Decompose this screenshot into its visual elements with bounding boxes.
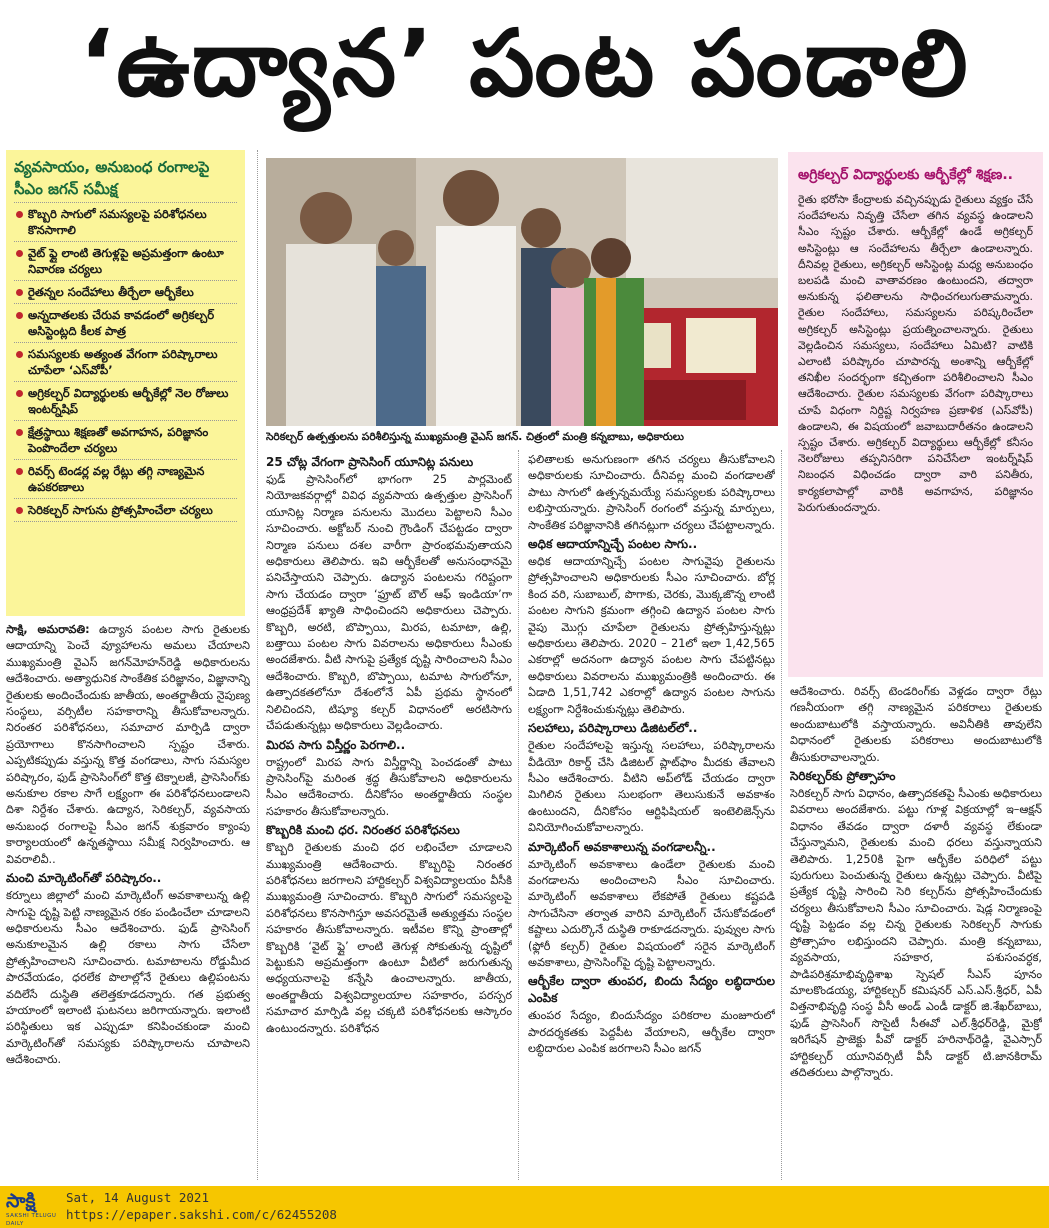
summary-item: వైట్‌ ఫ్లై లాంటి తెగుళ్లపై అప్రమత్తంగా ఉంటూ నివారణ చర్యలు — [14, 242, 237, 281]
summary-item: అగ్రికల్చర్‌ విద్యార్థులకు ఆర్బీకేల్లో నెల రోజులు ఇంటర్న్‌షిప్‌ — [14, 382, 237, 421]
subheading: అధిక ఆదాయాన్నిచ్చే పంటల సాగు.. — [528, 537, 698, 552]
paragraph: కొబ్బరి రైతులకు మంచి ధర లభించేలా చూడాలని ముఖ్యమంత్రి ఆదేశించారు. కొబ్బరిపై నిరంతర పరిశోధనలు జరగాలని హార్టికల్చర్‌ విశ్వవిద్యాలయం వీసీకి ముఖ్యమంత్రి సూచించారు. కొబ్బరి సాగులో సమస్యలపై పరిశోధనలు కొనసాగిస్తూ అవసరమైతే అత్యుత్తమ సంస్థల సహకారం తీసుకోవాలన్నారు. ఇటీవల కొన్ని ప్రాంతాల్లో కొబ్బరికి ‘వైట్‌ ఫ్లై’ లాంటి తెగుళ్ల సోకుతున్న దృష్టిలో పెట్టుకుని అప్రమత్తంగా ఉంటూ వీటిలో జరుగుతున్న అధ్యయనాలపై కన్నేసి ఉంచాలన్నారు. జాతీయ, అంతర్జాతీయ విశ్వవిద్యాలయాల సహకారం, పరస్పర సమాచార మార్పిడి వల్ల చక్కటి పరిశోధనలకు ఆస్కారం ఉంటుందన్నారు. పరిశోధన — [266, 841, 512, 1035]
photo-caption: సెరికల్చర్‌ ఉత్పత్తులను పరిశీలిస్తున్న ముఖ్యమంత్రి వైఎస్‌ జగన్‌. చిత్రంలో మంత్రి కన్నబాబు, అధికారులు — [266, 431, 684, 443]
news-photo — [266, 158, 778, 426]
column-divider — [781, 450, 782, 1180]
paragraph: రాష్ట్రంలో మిరప సాగు విస్తీర్ణాన్ని పెంచడంతో పాటు ప్రాసెసింగ్‌పై మరింత శ్రద్ధ తీసుకోవాలని అధికారులను సీఎం ఆదేశించారు. దీనికోసం అంతర్జాతీయ సంస్థల సహకారం తీసుకోవాలన్నారు. — [266, 755, 512, 818]
paragraph: మార్కెటింగ్‌ అవకాశాలు ఉండేలా రైతులకు మంచి వంగడాలను అందించాలని సీఎం సూచించారు. మార్కెటింగ్‌ అవకాశాలు లేకపోతే రైతులు కష్టపడి సాగుచేసినా తర్వాత వారిని మార్కెటింగ్‌ చేసుకోవడంలో కష్టాలు ఎదుర్కొనే దుస్థితి రాకూడదన్నారు. పువ్వుల సాగు (ఫ్లోరీ కల్చర్‌) రైతుల విషయంలో సరైన మార్కెటింగ్‌ అవకాశాలు, ప్రాసెసింగ్‌పై దృష్టి పెట్టాలన్నారు. — [528, 857, 775, 969]
article-column-2 — [266, 452, 512, 1182]
summary-item: సమస్యలకు అత్యంత వేగంగా పరిష్కారాలు చూపేలా ‘ఎస్‌వోపీ’ — [14, 343, 237, 382]
sidebar-box-text: రైతు భరోసా కేంద్రాలకు వచ్చినప్పుడు రైతులు వ్యక్తం చేసే సందేహాలను నివృత్తి చేసేలా తగిన వ్యవస్థ ఉండాలని సీఎం స్పష్టం చేశారు. ఆర్బీకేల్లో ఉండే అగ్రికల్చర్‌ అసిస్టెంట్లు ఆ సందేహాలను తీర్చేలా ఉండాలన్నారు. దీనివల్ల రైతులు, అగ్రికల్చర్‌ అసిస్టెంట్ల మధ్య అనుబంధం బలపడి మంచి వాతావరణం ఉంటుందని, తద్వారా అనుకున్న ఫలితాలను సాధించగలుగుతామన్నారు. రైతుల సందేహాలు, సమస్యలను పరిష్కరించేలా అగ్రికల్చర్‌ అసిస్టెంట్లు ప్రయత్నించాలన్నారు. రైతులు వెల్లడించిన సమస్యలు, సందేహాలు ఏమిటి? వాటికి ఎలాంటి పరిష్కారం చూపారన్న అంశాన్ని ఆర్బీకేల్లో తనిఖీల సందర్భంగా కచ్చితంగా పరిశీలించాలని సీఎం ఆదేశించారు. రైతుల సమస్యలకు వేగంగా పరిష్కారాలు చూపే విధంగా నిర్దిష్ట నిర్వహణ ప్రణాళిక (ఎస్‌వోపీ) ఉండాలని, ఈ విషయంలో జవాబుదారీతనం ఉండాలని స్పష్టం చేశారు. అగ్రికల్చర్‌ విద్యార్థులు ఆర్బీకేల్లో కనీసం నెలరోజులు తప్పనిసరిగా పనిచేసేలా ఇంటర్న్‌షిప్‌ నిబంధన విధించడం ద్వారా వారి పనితీరు, కార్యకలాపాల్లో వారికి అవగాహన, పరిజ్ఞానం పెరుగుతుందన్నారు. — [798, 193, 1033, 514]
subheading: కొబ్బరికి మంచి ధర. నిరంతర పరిశోధనలు — [266, 823, 460, 838]
paragraph: తుంపర సేద్యం, బిందుసేద్యం పరికరాల మంజూరులో పారదర్శకతకు పెద్దపీట వేయాలని, ఆర్బీకేల ద్వారా లబ్ధిదారుల ఎంపిక జరగాలని సీఎం జగన్‌ — [528, 1009, 775, 1056]
summary-item: క్షేత్రస్థాయి శిక్షణతో అవగాహన, పరిజ్ఞానం పెంపొందేలా చర్యలు — [14, 421, 237, 460]
paragraph: ఫలితాలకు అనుగుణంగా తగిన చర్యలు తీసుకోవాలని అధికారులకు సూచించారు. దీనివల్ల మంచి వంగడాలతో పాటు సాగులో ఉత్పన్నమయ్యే సమస్యలకు పరిష్కారాలు లభిస్తాయన్నారు. ప్రాసెసింగ్‌ రంగంలో వస్తున్న మార్పులు, సాంకేతిక పరిజ్ఞానానికి తగినట్లుగా చర్యలు చేపట్టాలన్నారు. — [528, 453, 775, 532]
article-column-1 — [6, 622, 250, 1182]
subheading: 25 చోట్ల వేగంగా ప్రాసెసింగ్‌ యూనిట్ల పనులు — [266, 455, 474, 469]
footer-bar — [0, 1186, 1049, 1228]
summary-item: కొబ్బరి సాగులో సమస్యలపై పరిశోధనలు కొనసాగాలి — [14, 203, 237, 242]
photo-illustration — [266, 158, 778, 426]
summary-item: సెరికల్చర్‌ సాగును ప్రోత్సహించేలా చర్యలు — [14, 499, 237, 522]
sidebar-box-title: అగ్రికల్చర్‌ విద్యార్థులకు ఆర్బీకేల్లో శిక్షణ.. — [798, 167, 1014, 183]
subheading: ఆర్బీకేల ద్వారా తుంపర, బిందు సేద్యం లబ్ధిదారుల ఎంపిక — [528, 974, 775, 1006]
summary-item: రివర్స్‌ టెండర్ల వల్ల రేట్లు తగ్గి నాణ్యమైన ఉపకరణాలు — [14, 460, 237, 499]
logo-text: సాక్షి — [6, 1190, 36, 1212]
paragraph: ఆదేశించారు. రివర్స్‌ టెండరింగ్‌కు వెళ్లడం ద్వారా రేట్లు గణనీయంగా తగ్గి నాణ్యమైన పరికరాలు రైతులకు అందుబాటులోకి వస్తాయన్నారు. అవినీతికి తావులేని విధానంలో రైతులకు పరికరాలు అందుబాటులోకి తీసుకురావాలన్నారు. — [790, 685, 1042, 764]
subheading: మంచి మార్కెటింగ్‌తో పరిష్కారం.. — [6, 871, 162, 886]
subheading: సలహాలు, పరిష్కారాలు డిజిటల్‌లో.. — [528, 721, 698, 736]
paragraph: కర్నూలు జిల్లాలో మంచి మార్కెటింగ్‌ అవకాశాలున్న ఉల్లి సాగుపై దృష్టి పెట్టి నాణ్యమైన రకం పండించేలా చూడాలని అధికారులను సీఎం ఆదేశించారు. ఫుడ్‌ ప్రాసెసింగ్‌ అనుకూలమైన ఉల్లి రకాలు సాగు చేసేలా ప్రోత్సహించాలని సూచించారు. టమాటాలను రోడ్డుమీద పారవేయడం, ధరలేక పొలాల్లోనే రైతులు ఉల్లిపంటను వదిలేసే దుస్థితి తలెత్తకూడదన్నారు. గత ప్రభుత్వ హయాంలో ఇలాంటి ఘటనలు జరిగాయన్నారు. ఇలాంటి పరిస్థితులు ఇక ఎప్పుడూ కనిపించకుండా మంచి మార్కెటింగ్‌తో సమస్యకు పరిష్కారాలను చూపాలని ఆదేశించారు. — [6, 889, 250, 1067]
paragraph: అధిక ఆదాయాన్నిచ్చే పంటల సాగువైపు రైతులను ప్రోత్సహించాలని అధికారులకు సీఎం సూచించారు. బోర్ల కింద వరి, సుబాబుల్‌, పొగాకు, చెరకు, మొక్కజొన్న లాంటి పంటల సాగుని క్రమంగా తగ్గించి ఉద్యాన పంటల సాగు వైపు మొగ్గు చూపేలా రైతులను ప్రోత్సహిస్తున్నట్లు అధికారులు తెలిపారు. 2020 – 21లో ఇలా 1,42,565 ఎకరాల్లో అదనంగా ఉద్యాన పంటల సాగు చేపట్టినట్లు అధికారులు వివరాలను ముఖ్యమంత్రికి అందించారు. ఈ ఏడాది 1,51,742 ఎకరాల్లో ఉద్యాన పంటల సాగును లక్ష్యంగా నిర్దేశించుకున్నట్లు తెలిపారు. — [528, 555, 775, 716]
sakshi-logo[interactable] — [6, 1190, 62, 1227]
summary-list — [14, 202, 237, 522]
subheading: మిరప సాగు విస్తీర్ణం పెరగాలి.. — [266, 737, 406, 752]
sidebar-box — [788, 152, 1043, 677]
column-divider — [518, 450, 519, 1180]
dateline: సాక్షి, అమరావతి: — [6, 623, 90, 636]
paragraph: ఉద్యాన పంటల సాగు రైతులకు ఆదాయాన్ని పెంచే వ్యూహాలను అమలు చేయాలని ముఖ్యమంత్రి వైఎస్‌ జగన్‌మోహన్‌రెడ్డి అధికారులను ఆదేశించారు. అత్యాధునిక సాంకేతిక పరిజ్ఞానం, విజ్ఞానాన్ని రైతులకు అందించేందుకు జాతీయ, అంతర్జాతీయ నైపుణ్య సంస్థలు, వర్సిటీల సహకారాన్ని తీసుకోవాలన్నారు. నిరంతర పరిశోధనలు, సమాచార మార్పిడి ద్వారా ప్రయోగాలు కొనసాగించాలని స్పష్టం చేశారు. ఎప్పటికప్పుడు వస్తున్న కొత్త వంగడాలు, సాగు సమస్యల పరిష్కారం, ఫుడ్‌ ప్రాసెసింగ్‌లో కొత్త టెక్నాలజీ, ప్రాసెసింగ్‌కు అనుకూల రకాల సాగే లక్ష్యంగా ఈ పరిశోధనలుండాలని దిశా నిర్దేశం చేశారు. ఉద్యాన, సెరికల్చర్‌, వ్యవసాయ అనుబంధ రంగాలపై సీఎం జగన్‌ శుక్రవారం క్యాంపు కార్యాలయంలో ఉన్నతస్థాయి సమీక్ష నిర్వహించారు. ఆ వివరాలివీ.. — [6, 623, 250, 866]
summary-item: అన్నదాతలకు చేరువ కావడంలో అగ్రికల్చర్‌ అసిస్టెంట్లది కీలక పాత్ర — [14, 304, 237, 343]
paragraph: రైతుల సందేహాలపై ఇస్తున్న సలహాలు, పరిష్కారాలను వీడియో రికార్డ్‌ చేసి డిజిటల్‌ ప్లాట్‌ఫాం మీదకు తేవాలని సీఎం ఆదేశించారు. వీటిని అప్‌లోడ్‌ చేయడం ద్వారా మిగిలిన రైతులు సులభంగా తెలుసుకునే అవకాశం ఉంటుందని, దీనికోసం ఆర్టిఫిషియల్‌ ఇంటెలిజెన్స్‌ను వినియోగించుకోవాలన్నారు. — [528, 739, 775, 835]
summary-box — [6, 150, 245, 616]
subheading: సెరికల్చర్‌కు ప్రోత్సాహం — [790, 769, 896, 784]
summary-item: రైతన్నల సందేహాలు తీర్చేలా ఆర్బీకేలు — [14, 281, 237, 304]
edition-date: Sat, 14 August 2021 — [66, 1190, 209, 1205]
paragraph: సెరికల్చర్‌ సాగు విధానం, ఉత్పాదకతపై సీఎంకు అధికారులు వివరాలు అందజేశారు. పట్టు గూళ్ల విక్రయాల్లో ఇ–ఆక్షన్‌ విధానం తేవడం ద్వారా దళారీ వ్యవస్థ లేకుండా చేస్తున్నామని, రైతులకు మంచి ధరలు వస్తున్నాయని తెలిపారు. 1,250కి పైగా ఆర్బీకేల పరిధిలో పట్టు పురుగులు పెంచుతున్న రైతులు ఉన్నట్లు చెప్పారు. వీటిపై ప్రత్యేక దృష్టి సారించి సెరి కల్చర్‌ను ప్రోత్సహించేందుకు చర్యలు తీసుకోవాలని సీఎం సూచించారు. షెడ్ల నిర్మాణంపై దృష్టి పెట్టడం వల్ల చిన్న రైతులకు సెరికల్చర్‌ సాగుకు ప్రోత్సాహం లభిస్తుందని చెప్పారు. మంత్రి కన్నబాబు, వ్యవసాయ, సహకార, పశుసంవర్ధక, పాడిపరిశ్రమాభివృద్ధిశాఖ స్పెషల్‌ సీఎస్‌ పూనం మాలకొండయ్య, హార్టికల్చర్‌ కమిషనర్‌ ఎస్‌.ఎస్‌.శ్రీధర్‌, ఏపీ విత్తనాభివృద్ధి సంస్థ వీసీ అండ్‌ ఎండీ డాక్టర్‌ జి.శేఖర్‌బాబు, ఫుడ్‌ ప్రాసెసింగ్‌ సొసైటీ సీఈవో ఎల్‌.శ్రీధర్‌రెడ్డి, మైక్రో ఇరిగేషన్‌ ప్రాజెక్టు పీవో డాక్టర్‌ హరినాథ్‌రెడ్డి, వైఎస్సార్‌ హార్టికల్చర్‌ యూనివర్సిటీ వీసీ డాక్టర్‌ టి.జానకిరామ్‌ తదితరులు పాల్గొన్నారు. — [790, 787, 1042, 1079]
article-column-3 — [528, 452, 775, 1182]
epaper-link[interactable]: https://epaper.sakshi.com/c/62455208 — [66, 1207, 337, 1222]
summary-box-title: వ్యవసాయం, అనుబంధ రంగాలపై సీఎం జగన్‌ సమీక్ష — [14, 158, 210, 198]
paragraph: ఫుడ్‌ ప్రాసెసింగ్‌లో భాగంగా 25 పార్లమెంట్‌ నియోజకవర్గాల్లో వివిధ వ్యవసాయ ఉత్పత్తుల ప్రాసెసింగ్‌ యూనిట్ల నిర్మాణ పనులను మొదలు పెట్టాలని సీఎం సూచించారు. అక్టోబర్‌ నుంచి గ్రౌండింగ్‌ చేపట్టడం ద్వారా నిర్మాణ పనులు దశల వారీగా ప్రారంభమవుతాయని అధికారులు తెలిపారు. ఇవి ఆర్బీకేలతో అనుసంధానమై పనిచేస్తాయని చెప్పారు. ఉద్యాన పంటలను గరిష్టంగా సాగు చేయడం ద్వారా ‘ఫ్రూట్‌ బౌల్‌ ఆఫ్‌ ఇండియా’గా ఆంధ్రప్రదేశ్‌ ఖ్యాతి సాధించిందని అధికారులు చెప్పారు. కొబ్బరి, అరటి, బొప్పాయి, మిరప, టమాటా, ఉల్లి, బత్తాయి పంటల సాగు వివరాలను అధికారులు సీఎంకు అందజేశారు. వీటి సాగుపై ప్రత్యేక దృష్టి సారించాలని సీఎం ఆదేశించారు. కొబ్బరి, బొప్పాయి, టమాట సాగులోనూ, ఉత్పాదకతలోనూ దేశంలోనే ఏపీ ప్రథమ స్థానంలో నిలిచిందని, టిష్యూ కల్చర్‌ విధానంలో అరటిసాగు చేపడుతున్నట్లు అధికారులు వెల్లడించారు. — [266, 473, 512, 733]
article-column-4 — [790, 684, 1042, 1182]
logo-subtext: SAKSHI TELUGU DAILY — [6, 1213, 57, 1227]
column-divider — [257, 150, 258, 1180]
headline: ‘ఉద్యాన’ పంట పండాలి — [79, 10, 970, 117]
subheading: మార్కెటింగ్‌ అవకాశాలున్న వంగడాలన్నీ.. — [528, 839, 716, 854]
